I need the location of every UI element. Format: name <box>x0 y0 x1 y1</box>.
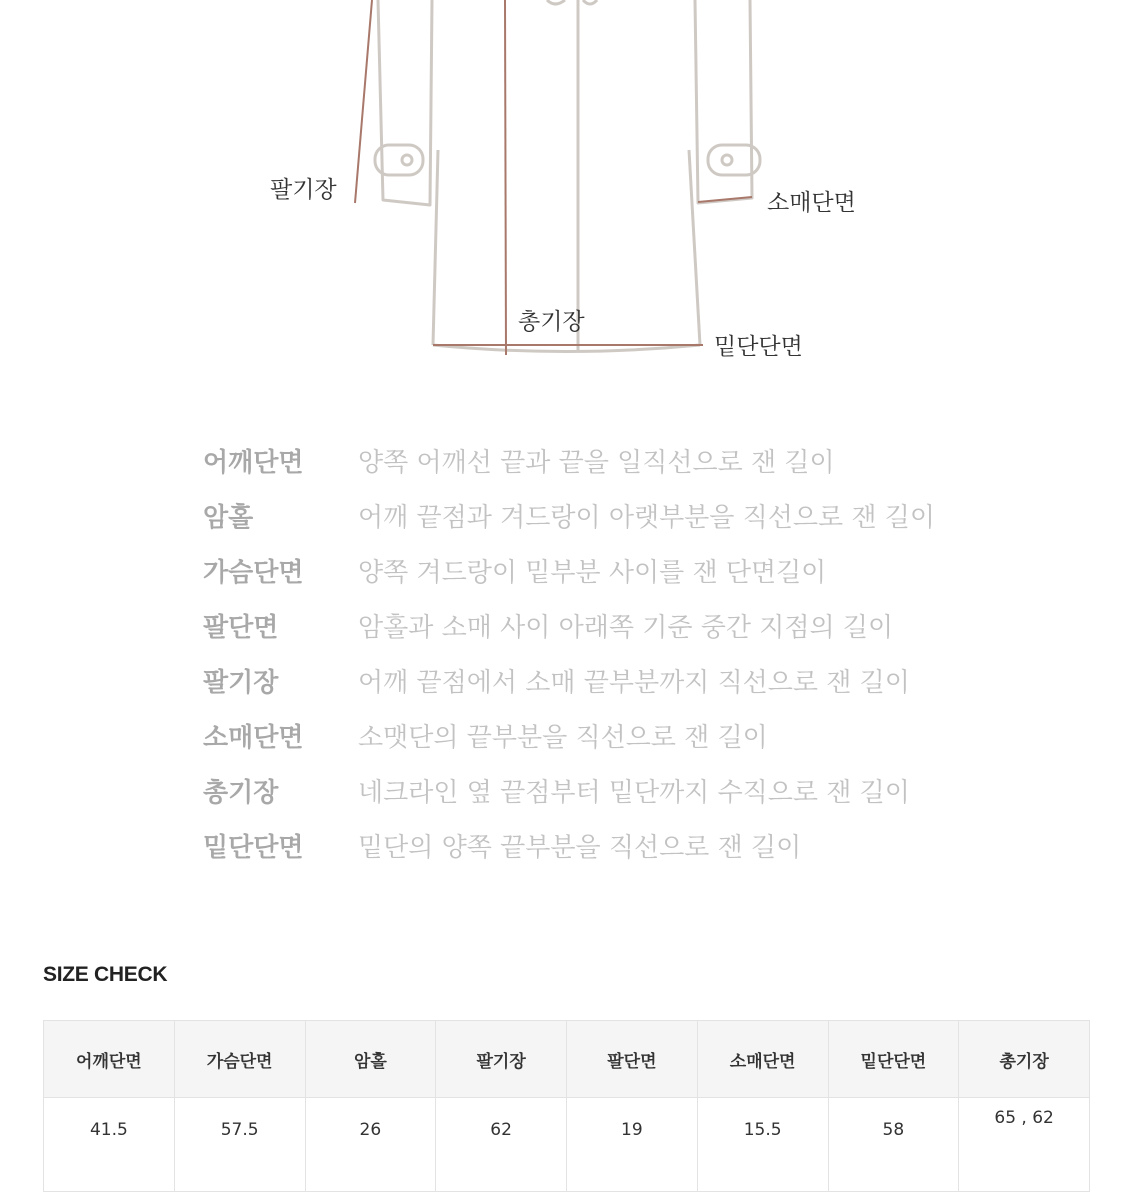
definition-desc: 암홀과 소매 사이 아래쪽 기준 중간 지점의 길이 <box>358 613 894 643</box>
size-table-header-cell: 암홀 <box>305 1021 436 1098</box>
definition-term: 소매단면 <box>203 723 304 753</box>
definition-row <box>203 763 1083 818</box>
size-table-header-cell: 어깨단면 <box>44 1021 175 1098</box>
size-table-cell: 58 <box>828 1098 959 1192</box>
total-length-label: 총기장 <box>518 309 585 335</box>
body-left-side <box>433 150 438 345</box>
size-table-header-cell: 총기장 <box>959 1021 1090 1098</box>
size-table-header-row <box>44 1021 1090 1098</box>
definition-term: 팔단면 <box>203 613 279 643</box>
definition-desc: 밑단의 양쪽 끝부분을 직선으로 잰 길이 <box>358 833 802 863</box>
definition-term: 어깨단면 <box>203 448 304 478</box>
coat-measurement-diagram <box>0 0 1133 380</box>
definition-term: 총기장 <box>203 778 279 808</box>
size-table-cell: 41.5 <box>44 1098 175 1192</box>
size-table-header-cell: 팔기장 <box>436 1021 567 1098</box>
table-row <box>44 1098 1090 1192</box>
definition-term: 가슴단면 <box>203 558 304 588</box>
size-table-header-cell: 가슴단면 <box>174 1021 305 1098</box>
definition-row <box>203 598 1083 653</box>
size-table-cell: 65 , 62 <box>959 1098 1090 1192</box>
definition-desc: 양쪽 어깨선 끝과 끝을 일직선으로 잰 길이 <box>358 448 835 478</box>
definition-term: 팔기장 <box>203 668 279 698</box>
definition-term: 밑단단면 <box>203 833 304 863</box>
definition-row <box>203 818 1083 873</box>
size-check-title: SIZE CHECK <box>43 963 168 986</box>
size-table-cell: 15.5 <box>697 1098 828 1192</box>
definition-row <box>203 488 1083 543</box>
sleeve-length-measure-line <box>355 0 372 203</box>
definition-row <box>203 433 1083 488</box>
definition-row <box>203 708 1083 763</box>
definition-row <box>203 653 1083 708</box>
sleeve-length-label: 팔기장 <box>270 177 337 203</box>
measurement-definitions <box>203 433 1083 873</box>
definition-desc: 양쪽 겨드랑이 밑부분 사이를 잰 단면길이 <box>358 558 827 588</box>
right-sleeve-outline <box>695 0 752 203</box>
total-length-measure-line <box>505 0 506 355</box>
cuff-width-label: 소매단면 <box>767 190 856 216</box>
size-table-cell: 57.5 <box>174 1098 305 1192</box>
definition-desc: 소맷단의 끝부분을 직선으로 잰 길이 <box>358 723 768 753</box>
definition-desc: 네크라인 옆 끝점부터 밑단까지 수직으로 잰 길이 <box>358 778 910 808</box>
definition-desc: 어깨 끝점과 겨드랑이 아랫부분을 직선으로 잰 길이 <box>358 503 936 533</box>
definition-term: 암홀 <box>203 503 254 533</box>
size-table-header-cell: 팔단면 <box>567 1021 698 1098</box>
definition-desc: 어깨 끝점에서 소매 끝부분까지 직선으로 잰 길이 <box>358 668 910 698</box>
size-table-cell: 19 <box>567 1098 698 1192</box>
right-cuff-button <box>722 155 732 165</box>
definition-row <box>203 543 1083 598</box>
size-table-header-cell: 밑단단면 <box>828 1021 959 1098</box>
left-cuff-button <box>402 155 412 165</box>
size-table-cell: 62 <box>436 1098 567 1192</box>
size-table-header-cell: 소매단면 <box>697 1021 828 1098</box>
hem-width-label: 밑단단면 <box>714 334 803 360</box>
size-table <box>43 1020 1090 1192</box>
size-table-cell: 26 <box>305 1098 436 1192</box>
